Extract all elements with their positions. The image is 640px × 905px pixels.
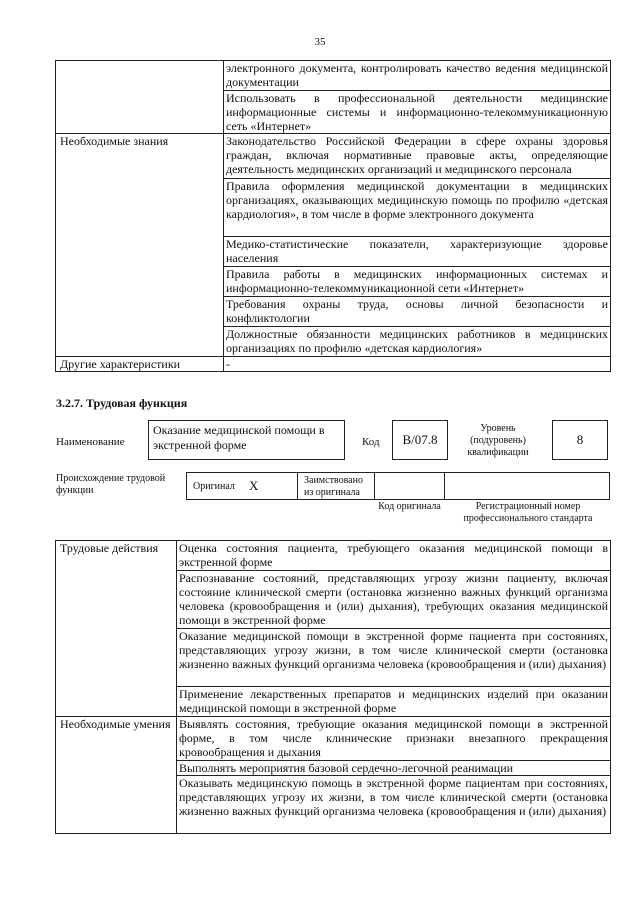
table-row [56,61,611,91]
name-label: Наименование [56,436,125,448]
table-cell: Должностные обязанности медицинских работников в медицинских организациях по профилю «детская кардиология» [224,327,611,357]
top-table [55,60,611,372]
table-row [56,717,611,761]
name-value: Оказание медицинской помощи в экстренной форме [148,420,345,460]
reg-number-label: Регистрационный номер профессионального стандарта [463,501,593,524]
table-cell: Медико-статистические показатели, характеризующие здоровье населения [224,237,611,267]
reg-number-box [444,472,610,500]
orig-code-box [374,472,445,500]
table-cell: Выполнять мероприятия базовой сердечно-легочной реанимации [177,761,611,776]
table-cell: Выявлять состояния, требующие оказания медицинской помощи в экстренной форме, в том числе клинические признаки внезапного прекращения кровообращения и дыхания [177,717,611,761]
table-cell: Оказание медицинской помощи в экстренной форме пациента при состояниях, представляющих угрозу жизни, в том числе клинической смерти (остановка жизненно важных функций организма человека (кровообращения и (или) дыхания) [177,629,611,687]
table-cell: Применение лекарственных препаратов и медицинских изделий при оказании медицинской помощи в экстренной форме [177,687,611,717]
section-title: 3.2.7. Трудовая функция [56,396,188,410]
original-mark: X [249,478,259,493]
borrowed-label: Заимствовано из оригинала [297,472,375,500]
table-cell: Правила оформления медицинской документации в медицинских организациях, оказывающих медицинскую помощь по профилю «детская кардиология», в том числе в форме электронного документа [224,179,611,237]
table-cell: электронного документа, контролировать качество ведения медицинской документации [224,61,611,91]
bottom-table [55,540,611,834]
row-label-empty [56,61,224,134]
origin-original-box [186,472,298,500]
table-cell: Использовать в профессиональной деятельности медицинские информационные системы и информационно-телекоммуникационную сеть «Интернет» [224,91,611,134]
table-row [56,134,611,179]
row-label-other: Другие характеристики [56,357,224,372]
table-cell: Оценка состояния пациента, требующего оказания медицинской помощи в экстренной форме [177,541,611,571]
table-cell: - [224,357,611,372]
table-row [56,541,611,571]
level-value: 8 [552,420,608,460]
table-cell: Требования охраны труда, основы личной безопасности и конфликтологии [224,297,611,327]
table-cell: Правила работы в медицинских информационных системах и информационно-телекоммуникационной сети «Интернет» [224,267,611,297]
table-cell: Распознавание состояний, представляющих угрозу жизни пациенту, включая состояние клинической смерти (остановка жизненно важных функций организма человека (кровообращения и (или) дыхания), требующих оказания медицинской помощи в экстренной форме [177,571,611,629]
table-row [56,357,611,372]
row-label-knowledge: Необходимые знания [56,134,224,357]
level-label: Уровень (подуровень) квалификации [467,423,529,458]
orig-code-label: Код оригинала [378,501,441,512]
code-label: Код [362,436,380,448]
code-value: В/07.8 [392,420,448,460]
table-cell: Законодательство Российской Федерации в сфере охраны здоровья граждан, включая нормативные правовые акты, определяющие деятельность медицинских организаций и медицинского персонала [224,134,611,179]
row-label-skills: Необходимые умения [56,717,177,834]
origin-label: Происхождение трудовой функции [56,473,166,496]
original-label: Оригинал [193,481,235,492]
row-label-actions: Трудовые действия [56,541,177,717]
table-cell: Оказывать медицинскую помощь в экстренной форме пациентам при состояниях, представляющих угрозу их жизни, в том числе клинической смерти (остановка жизненно важных функций организма человека (кровообращения и (или) дыхания) [177,776,611,834]
page-number: 35 [314,36,326,48]
